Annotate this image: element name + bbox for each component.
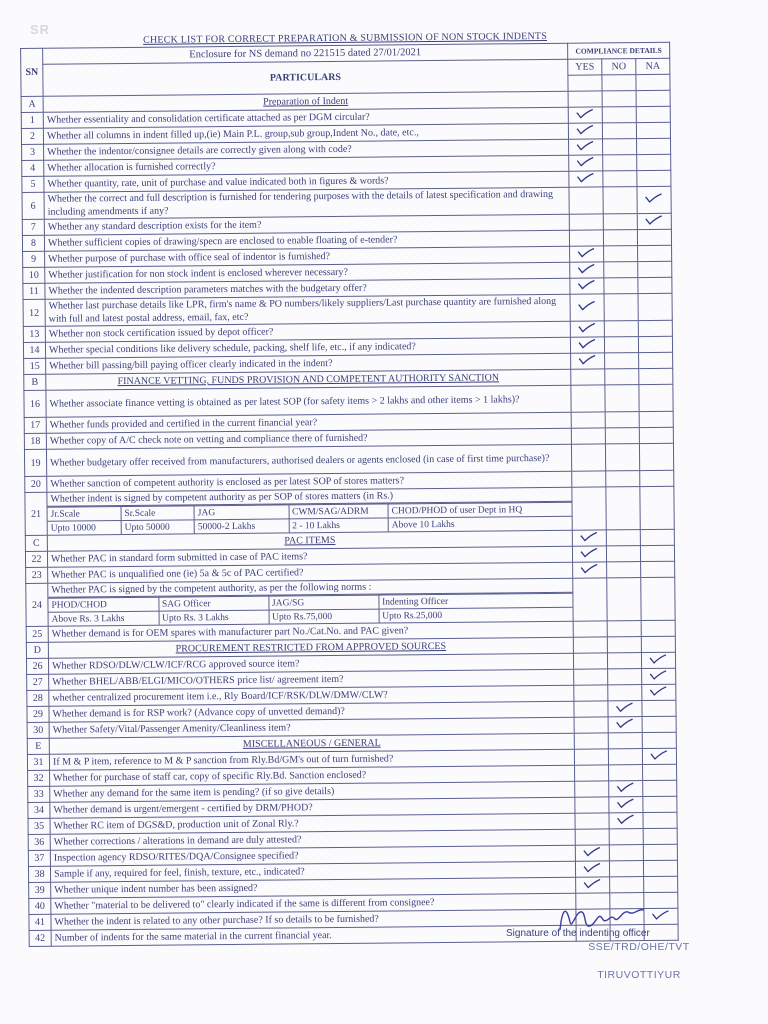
no-cell bbox=[605, 428, 639, 444]
na-cell bbox=[643, 860, 677, 876]
na-cell bbox=[640, 470, 674, 486]
row-question: Whether any standard description exists for the item? bbox=[44, 214, 569, 235]
row-question: Whether PAC is unqualified one (ie) 5a & 5c of PAC certified? bbox=[48, 562, 573, 583]
stamp-location: TIRUVOTTIYUR bbox=[597, 969, 681, 981]
row-question: Whether essentiality and consolidation certificate attached as per DGM circular? bbox=[43, 107, 568, 128]
row-question: Whether RC item of DGS&D, production unit of Zonal Rly.? bbox=[50, 813, 575, 834]
row-number: 22 bbox=[25, 551, 47, 567]
na-cell bbox=[644, 876, 678, 892]
row-number: C bbox=[25, 535, 47, 551]
na-cell bbox=[639, 368, 673, 384]
row-question: Whether the indent is related to any other purchase? If so details to be furnished? bbox=[51, 909, 576, 930]
na-cell bbox=[639, 427, 673, 443]
authority-level: Indenting Officer bbox=[378, 593, 572, 609]
yes-cell bbox=[572, 487, 606, 530]
checkmark-icon bbox=[649, 653, 667, 663]
no-cell bbox=[603, 155, 637, 171]
yes-cell bbox=[575, 829, 609, 845]
checkmark-icon bbox=[576, 124, 594, 134]
na-cell bbox=[641, 620, 675, 636]
row-number: 23 bbox=[26, 567, 48, 583]
row-question: Whether justification for non stock indent is enclosed wherever necessary? bbox=[45, 262, 570, 283]
row-question: Whether BHEL/ABB/ELGI/MICO/OTHERS price list/ agreement item? bbox=[49, 669, 574, 690]
yes-cell bbox=[575, 781, 609, 797]
no-cell bbox=[607, 562, 641, 578]
checkmark-icon bbox=[617, 798, 635, 808]
na-cell bbox=[637, 213, 671, 229]
no-cell bbox=[609, 829, 643, 845]
checkmark-icon bbox=[578, 338, 596, 348]
row-number: 19 bbox=[24, 449, 46, 476]
checkmark-icon bbox=[581, 563, 599, 573]
row-question: Whether Safety/Vital/Passenger Amenity/Cleanliness item? bbox=[49, 717, 574, 738]
na-cell bbox=[643, 796, 677, 812]
corner-mark: SR bbox=[30, 22, 51, 37]
row-number: 17 bbox=[24, 417, 46, 433]
signature-block bbox=[506, 900, 746, 1020]
row-number: 8 bbox=[22, 235, 44, 251]
row-number: 41 bbox=[29, 914, 51, 930]
row-question: Whether demand is for OEM spares with manufacturer part No./Cat.No. and PAC given? bbox=[48, 621, 573, 642]
yes-cell bbox=[571, 428, 605, 444]
na-cell bbox=[638, 320, 672, 336]
row-number: 40 bbox=[29, 898, 51, 914]
row-question: If M & P item, reference to M & P sanction from Rly.Bd/GM's out of turn furnished? bbox=[49, 749, 574, 770]
row-number: 33 bbox=[28, 786, 50, 802]
row-question: Whether PAC is signed by the competent authority, as per the following norms : bbox=[48, 579, 572, 598]
authority-limit: Upto Rs.75,000 bbox=[269, 609, 379, 624]
yes-cell bbox=[570, 294, 604, 321]
particulars-header: PARTICULARS bbox=[43, 59, 568, 96]
row-number: 37 bbox=[28, 850, 50, 866]
checkmark-icon bbox=[577, 140, 595, 150]
na-cell bbox=[636, 138, 670, 154]
no-cell bbox=[604, 337, 638, 353]
yes-cell bbox=[569, 214, 603, 230]
yes-cell bbox=[570, 337, 604, 353]
na-cell bbox=[639, 352, 673, 368]
authority-level: CHOD/PHOD of user Dept in HQ bbox=[388, 502, 572, 518]
yes-cell bbox=[575, 861, 609, 877]
yes-cell bbox=[572, 471, 606, 487]
no-cell bbox=[608, 749, 642, 765]
checkmark-icon bbox=[645, 193, 663, 203]
na-header: NA bbox=[636, 58, 670, 74]
na-cell bbox=[640, 529, 674, 545]
na-cell bbox=[641, 636, 675, 652]
yes-cell bbox=[569, 230, 603, 246]
no-cell bbox=[607, 637, 641, 653]
row-question: Whether the indented description parameters matches with the budgetary offer? bbox=[45, 278, 570, 299]
na-cell bbox=[637, 186, 671, 213]
no-cell bbox=[606, 530, 640, 546]
no-cell bbox=[605, 444, 639, 471]
no-cell bbox=[604, 321, 638, 337]
yes-cell bbox=[573, 637, 607, 653]
na-cell bbox=[636, 122, 670, 138]
na-cell bbox=[640, 545, 674, 561]
na-cell bbox=[638, 277, 672, 293]
stamp-designation: SSE/TRD/OHE/TVT bbox=[588, 941, 690, 953]
row-question: Whether the correct and full description is furnished for tendering purposes with the details of latest specification and drawing including amendments if any? bbox=[44, 187, 569, 219]
row-question: Whether special conditions like delivery schedule, packing, shelf life, etc., if any indicated? bbox=[45, 337, 570, 358]
yes-cell bbox=[576, 877, 610, 893]
na-cell bbox=[642, 732, 676, 748]
na-cell bbox=[640, 486, 674, 529]
section-title: FINANCE VETTING, FUNDS PROVISION AND COMPETENT AUTHORITY SANCTION bbox=[46, 369, 571, 390]
yes-cell bbox=[574, 717, 608, 733]
checkmark-icon bbox=[583, 846, 601, 856]
row-question: Whether corrections / alterations in demand are duly attested? bbox=[50, 829, 575, 850]
authority-limit: 50000-2 Lakhs bbox=[194, 519, 288, 533]
no-cell bbox=[605, 385, 639, 412]
row-number: 27 bbox=[27, 674, 49, 690]
yes-cell bbox=[570, 278, 604, 294]
checkmark-icon bbox=[583, 862, 601, 872]
checkmark-icon bbox=[617, 782, 635, 792]
no-cell bbox=[609, 797, 643, 813]
yes-cell bbox=[568, 107, 602, 123]
checklist-sheet bbox=[20, 30, 679, 947]
no-cell bbox=[607, 653, 641, 669]
checkmark-icon bbox=[650, 669, 668, 679]
row-number: 7 bbox=[22, 219, 44, 235]
row-number: 14 bbox=[23, 342, 45, 358]
row-number: 30 bbox=[27, 722, 49, 738]
na-cell bbox=[636, 106, 670, 122]
no-cell bbox=[603, 230, 637, 246]
row-number: 31 bbox=[27, 754, 49, 770]
no-cell bbox=[602, 123, 636, 139]
yes-cell bbox=[573, 562, 607, 578]
no-cell bbox=[607, 621, 641, 637]
na-cell bbox=[642, 684, 676, 700]
row-number: D bbox=[26, 642, 48, 658]
no-cell bbox=[602, 139, 636, 155]
na-cell bbox=[639, 384, 673, 411]
row-number: 16 bbox=[24, 390, 46, 417]
no-cell bbox=[604, 294, 638, 321]
row-number: 12 bbox=[23, 299, 45, 326]
row-number: 20 bbox=[25, 476, 47, 492]
na-cell bbox=[643, 812, 677, 828]
yes-cell bbox=[571, 353, 605, 369]
authority-norms-cell bbox=[48, 578, 573, 626]
row-question: Whether funds provided and certified in the current financial year? bbox=[46, 412, 571, 433]
row-question: Sample if any, required for feel, finish, texture, etc., indicated? bbox=[50, 861, 575, 882]
na-cell bbox=[636, 90, 670, 106]
section-title: Preparation of Indent bbox=[43, 91, 568, 112]
row-question: Whether the indentor/consignee details are correctly given along with code? bbox=[44, 139, 569, 160]
row-number: 13 bbox=[23, 326, 45, 342]
authority-row bbox=[26, 577, 675, 626]
na-cell bbox=[637, 170, 671, 186]
na-cell bbox=[639, 443, 673, 470]
na-cell bbox=[642, 748, 676, 764]
authority-limit: Upto 10000 bbox=[48, 521, 121, 535]
authority-grid bbox=[48, 502, 572, 535]
checkmark-icon bbox=[577, 172, 595, 182]
no-cell bbox=[605, 353, 639, 369]
no-cell bbox=[609, 781, 643, 797]
row-question: Number of indents for the same material in the current financial year. bbox=[51, 925, 576, 946]
na-cell bbox=[643, 844, 677, 860]
no-cell bbox=[605, 369, 639, 385]
no-cell bbox=[603, 171, 637, 187]
yes-cell bbox=[574, 701, 608, 717]
row-question: Whether demand is for RSP work? (Advance copy of unvetted demand)? bbox=[49, 701, 574, 722]
row-number: 10 bbox=[23, 267, 45, 283]
no-cell bbox=[604, 246, 638, 262]
checkmark-icon bbox=[578, 263, 596, 273]
authority-level: JAG/SG bbox=[268, 595, 378, 610]
na-cell bbox=[643, 780, 677, 796]
yes-cell bbox=[574, 685, 608, 701]
na-cell bbox=[642, 700, 676, 716]
row-number: 26 bbox=[26, 658, 48, 674]
checkmark-icon bbox=[650, 685, 668, 695]
sn-header-cell: SN bbox=[21, 48, 43, 96]
row-question: Whether demand is urgent/emergent - certified by DRM/PHOD? bbox=[50, 797, 575, 818]
checkmark-icon bbox=[616, 718, 634, 728]
row-question: whether centralized procurement item i.e., Rly Board/ICF/RSK/DLW/DMW/CLW? bbox=[49, 685, 574, 706]
no-cell bbox=[602, 91, 636, 107]
no-cell bbox=[602, 107, 636, 123]
authority-level: PHOD/CHOD bbox=[48, 597, 158, 612]
no-cell bbox=[608, 701, 642, 717]
no-cell bbox=[603, 214, 637, 230]
section-title: MISCELLANEOUS / GENERAL bbox=[49, 733, 574, 754]
na-cell bbox=[641, 652, 675, 668]
na-cell bbox=[641, 561, 675, 577]
na-cell bbox=[638, 293, 672, 320]
row-number: 35 bbox=[28, 818, 50, 834]
row-question: Inspection agency RDSO/RITES/DQA/Consignee specified? bbox=[50, 845, 575, 866]
yes-cell bbox=[572, 546, 606, 562]
na-cell bbox=[638, 261, 672, 277]
yes-cell bbox=[574, 749, 608, 765]
no-cell bbox=[610, 877, 644, 893]
row-number: 6 bbox=[22, 192, 44, 219]
no-cell bbox=[608, 717, 642, 733]
checkmark-icon bbox=[578, 247, 596, 257]
row-question: Whether indent is signed by competent authority as per SOP of stores matters (in Rs.) bbox=[47, 488, 571, 507]
row-number: 2 bbox=[21, 128, 43, 144]
authority-limit: Above 10 Lakhs bbox=[388, 516, 572, 531]
row-number: 32 bbox=[28, 770, 50, 786]
row-question: Whether sanction of competent authority is enclosed as per latest SOP of stores matters? bbox=[47, 471, 572, 492]
checkmark-icon bbox=[617, 814, 635, 824]
yes-cell bbox=[572, 530, 606, 546]
yes-cell bbox=[574, 733, 608, 749]
row-question: Whether "material to be delivered to" clearly indicated if the same is different from consignee? bbox=[51, 893, 576, 914]
row-question: Whether unique indent number has been assigned? bbox=[51, 877, 576, 898]
yes-cell bbox=[573, 578, 607, 621]
no-cell bbox=[608, 733, 642, 749]
checkmark-icon bbox=[578, 322, 596, 332]
checklist-table bbox=[20, 42, 679, 947]
na-cell bbox=[639, 411, 673, 427]
no-cell bbox=[606, 487, 640, 530]
no-cell bbox=[609, 861, 643, 877]
na-cell bbox=[643, 764, 677, 780]
row-question: Whether non stock certification issued by depot officer? bbox=[45, 321, 570, 342]
yes-cell bbox=[575, 813, 609, 829]
checkmark-icon bbox=[616, 702, 634, 712]
checkmark-icon bbox=[577, 156, 595, 166]
no-cell bbox=[606, 546, 640, 562]
yes-header: YES bbox=[568, 59, 602, 75]
row-number: 1 bbox=[21, 112, 43, 128]
checkmark-icon bbox=[579, 354, 597, 364]
row-number: 25 bbox=[26, 626, 48, 642]
row-question: Whether bill passing/bill paying officer clearly indicated in the indent? bbox=[46, 353, 571, 374]
yes-cell bbox=[574, 669, 608, 685]
row-number: 36 bbox=[28, 834, 50, 850]
no-cell bbox=[605, 412, 639, 428]
no-cell bbox=[609, 765, 643, 781]
yes-cell bbox=[570, 321, 604, 337]
checkmark-icon bbox=[576, 108, 594, 118]
yes-cell bbox=[571, 412, 605, 428]
yes-cell bbox=[570, 262, 604, 278]
row-question: Whether last purchase details like LPR, firm's name & PO numbers/likely suppliers/Last purchase quantity are furnished along with full and latest postal address, email, fax, etc? bbox=[45, 294, 570, 326]
officer-stamp bbox=[534, 940, 744, 982]
no-cell bbox=[603, 187, 637, 214]
yes-cell bbox=[568, 91, 602, 107]
compliance-header: COMPLIANCE DETAILS bbox=[568, 42, 670, 59]
na-cell bbox=[642, 716, 676, 732]
checkmark-icon bbox=[578, 300, 596, 310]
checkmark-icon bbox=[580, 531, 598, 541]
row-question: Whether any demand for the same item is pending? (if so give details) bbox=[50, 781, 575, 802]
no-cell bbox=[604, 278, 638, 294]
row-number: 4 bbox=[22, 160, 44, 176]
row-number: 5 bbox=[22, 176, 44, 192]
authority-level: CWM/SAG/ADRM bbox=[289, 504, 389, 519]
yes-cell bbox=[573, 653, 607, 669]
row-number: 21 bbox=[25, 492, 47, 535]
section-title: PAC ITEMS bbox=[47, 530, 572, 551]
authority-row bbox=[25, 486, 674, 535]
authority-level: Jr.Scale bbox=[48, 507, 121, 522]
row-question: Whether quantity, rate, unit of purchase and value indicated both in figures & words? bbox=[44, 171, 569, 192]
row-question: Whether budgetary offer received from manufacturers, authorised dealers or agents enclosed (in case of first time purchase)? bbox=[46, 444, 571, 476]
row-number: 29 bbox=[27, 706, 49, 722]
authority-limit: Upto 50000 bbox=[121, 520, 194, 534]
authority-grid bbox=[48, 593, 572, 626]
no-cell bbox=[609, 813, 643, 829]
row-number: 9 bbox=[23, 251, 45, 267]
yes-cell bbox=[569, 187, 603, 214]
na-cell bbox=[637, 154, 671, 170]
row-number: 11 bbox=[23, 283, 45, 299]
checkmark-icon bbox=[645, 214, 663, 224]
row-question: Whether for purchase of staff car, copy of specific Rly.Bd. Sanction enclosed? bbox=[50, 765, 575, 786]
yes-cell bbox=[573, 621, 607, 637]
no-cell bbox=[608, 669, 642, 685]
checkmark-icon bbox=[580, 547, 598, 557]
yes-cell bbox=[569, 155, 603, 171]
na-cell bbox=[638, 245, 672, 261]
no-cell bbox=[609, 845, 643, 861]
yes-cell bbox=[571, 369, 605, 385]
document-title: CHECK LIST FOR CORRECT PREPARATION & SUBMISSION OF NON STOCK INDENTS bbox=[143, 30, 548, 46]
authority-level: JAG bbox=[194, 505, 288, 520]
row-question: Whether PAC in standard form submitted in case of PAC items? bbox=[47, 546, 572, 567]
authority-limit: Above Rs. 3 Lakhs bbox=[49, 611, 159, 626]
authority-limit: Upto Rs.25,000 bbox=[379, 607, 573, 622]
section-title: PROCUREMENT RESTRICTED FROM APPROVED SOURCES bbox=[48, 637, 573, 658]
no-cell bbox=[604, 262, 638, 278]
row-number: 38 bbox=[28, 866, 50, 882]
yes-cell bbox=[569, 171, 603, 187]
row-number: A bbox=[21, 96, 43, 112]
na-cell bbox=[642, 668, 676, 684]
yes-cell bbox=[575, 765, 609, 781]
yes-cell bbox=[575, 845, 609, 861]
row-question: Whether associate finance vetting is obtained as per latest SOP (for safety items > 2 lakhs and other items > 1 lakhs)? bbox=[46, 385, 571, 417]
row-question: Whether RDSO/DLW/CLW/ICF/RCG approved source item? bbox=[48, 653, 573, 674]
authority-norms-cell bbox=[47, 487, 572, 535]
yes-cell bbox=[570, 246, 604, 262]
row-number: 15 bbox=[24, 358, 46, 374]
row-number: 34 bbox=[28, 802, 50, 818]
authority-limit: 2 - 10 Lakhs bbox=[289, 518, 389, 532]
yes-cell bbox=[569, 139, 603, 155]
yes-cell bbox=[571, 444, 605, 471]
row-number: 42 bbox=[29, 930, 51, 946]
row-question: Whether copy of A/C check note on vetting and compliance there of furnished? bbox=[46, 428, 571, 449]
row-number: B bbox=[24, 374, 46, 390]
row-number: 28 bbox=[27, 690, 49, 706]
yes-cell bbox=[571, 385, 605, 412]
row-number: 39 bbox=[29, 882, 51, 898]
na-cell bbox=[643, 828, 677, 844]
yes-cell bbox=[575, 797, 609, 813]
enclosure-line: Enclosure for NS demand no 221515 dated 27/01/2021 bbox=[43, 43, 568, 64]
yes-cell bbox=[568, 123, 602, 139]
no-cell bbox=[608, 685, 642, 701]
row-number: 18 bbox=[24, 433, 46, 449]
na-cell bbox=[638, 336, 672, 352]
row-question: Whether allocation is furnished correctly? bbox=[44, 155, 569, 176]
row-question: Whether sufficient copies of drawing/specn are enclosed to enable floating of e-tender? bbox=[44, 230, 569, 251]
no-header: NO bbox=[602, 59, 636, 75]
na-cell bbox=[637, 229, 671, 245]
row-question: Whether all columns in indent filled up,(ie) Main P.L. group,sub group,Indent No., date, etc., bbox=[43, 123, 568, 144]
na-cell bbox=[641, 577, 675, 620]
row-question: Whether purpose of purchase with office seal of indentor is furnished? bbox=[45, 246, 570, 267]
authority-limit: Upto Rs. 3 Lakhs bbox=[159, 610, 269, 625]
row-number: E bbox=[27, 738, 49, 754]
checkmark-icon bbox=[650, 749, 668, 759]
authority-level: SAG Officer bbox=[158, 596, 268, 611]
checkmark-icon bbox=[584, 878, 602, 888]
row-number: 3 bbox=[22, 144, 44, 160]
signature-label: Signature of the indenting officer bbox=[506, 928, 650, 939]
authority-level: Sr.Scale bbox=[121, 506, 194, 521]
checkmark-icon bbox=[578, 279, 596, 289]
no-cell bbox=[607, 578, 641, 621]
no-cell bbox=[606, 471, 640, 487]
row-number: 24 bbox=[26, 583, 48, 626]
